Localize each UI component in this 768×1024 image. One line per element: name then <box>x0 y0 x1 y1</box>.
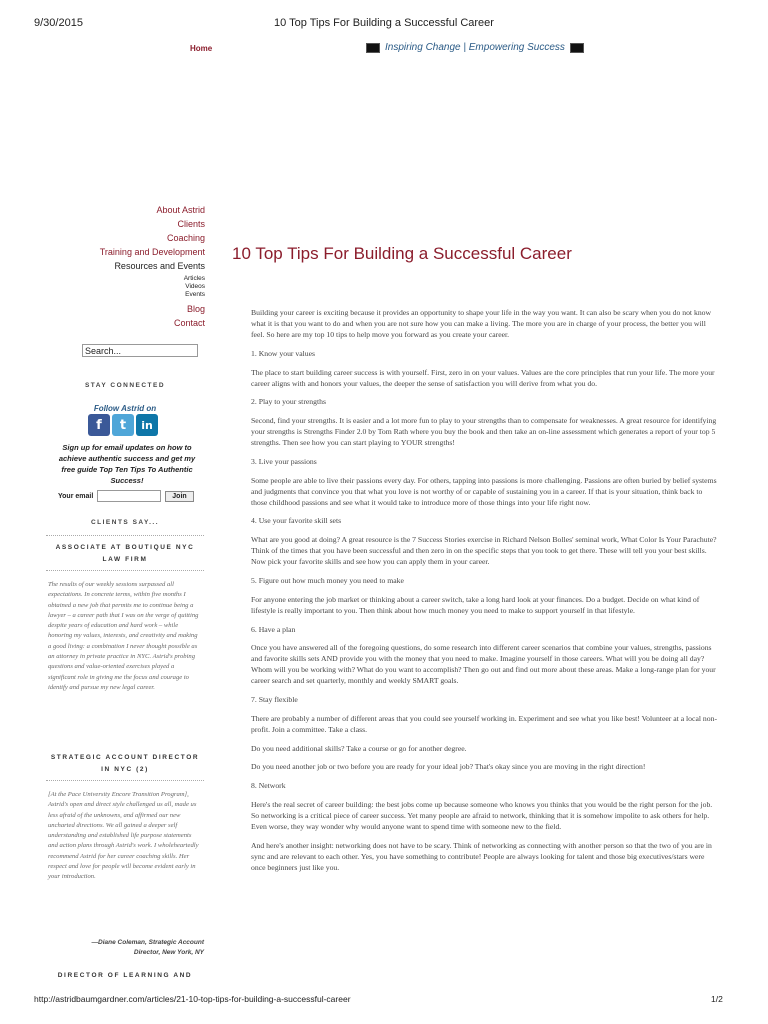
attribution-line: Director, New York, NY <box>133 949 204 956</box>
nav-sub-videos[interactable]: Videos <box>185 283 205 290</box>
article-paragraph: What are you good at doing? A great resource is the 7 Success Stories exercise in Richard Nelson Bolles' seminal work, What Color Is Your Parachute? Think of the times that you have been successful and then zero in on the specific steps that you took to get there. These will tell you your best skills. Now pick your favorite skills and see how you can apply them in your career. <box>251 535 717 567</box>
top-nav <box>0 42 768 58</box>
left-flag-icon <box>366 43 380 53</box>
article-paragraph: Do you need additional skills? Take a course or go for another degree. <box>251 743 467 753</box>
page-title: 10 Top Tips For Building a Successful Career <box>232 244 572 263</box>
join-button[interactable]: Join <box>165 491 193 502</box>
nav-coaching[interactable]: Coaching <box>166 233 205 243</box>
tip-heading: 2. Play to your strengths <box>251 397 326 407</box>
testimonial-heading: ASSOCIATE AT BOUTIQUE NYC LAW FIRM <box>55 544 195 563</box>
article-paragraph: And here's another insight: networking does not have to be scary. Think of networking as connecting with another person so that the two of you are in sync and are relevant to each other. Yes, you have something to contribute! People are always looking for talent and those big executives/stars were once beginners just like you. <box>251 840 712 872</box>
nav-sub-events[interactable]: Events <box>185 291 205 298</box>
nav-blog[interactable]: Blog <box>186 304 205 314</box>
article-paragraph: Building your career is exciting because it provides an opportunity to shape your life in the way you want. It can also be scary when you do not know what it is that you want to do and when you are not sure how you can make a living. The more you are in charge of your process, the better you will feel. So here are my top 10 tips to help move you forward as you create your career. <box>251 308 712 340</box>
nav-contact[interactable]: Contact <box>173 318 205 328</box>
divider <box>46 570 204 571</box>
article-paragraph: Once you have answered all of the foregoing questions, do some research into different career scenarios that combine your values, strengths, passions and favorite skills sets AND provide you with the money that you need to make. Imagine yourself in those careers. What will you be doing all day? Whom will you be working with? What do you want to accomplish? Then go out and find out more about these areas. Make a long-range plan for your career search and set quarterly, monthly and weekly SMART goals. <box>251 643 716 686</box>
tip-heading: 6. Have a plan <box>251 624 296 634</box>
testimonial-quote: [At the Pace University Encore Transition Program], Astrid's open and direct style challenged us all, made us less afraid of the unknowns, and affirmed our new uncharted directions. We all gained a deeper self understanding and established life purpose statements and action plans through Astrid's work. I wholeheartedly recommend Astrid for her career coaching skills. Her respect and love for people will become evident early in your introduction. <box>48 791 199 881</box>
tip-heading: 4. Use your favorite skill sets <box>251 516 342 526</box>
tip-heading: 8. Network <box>251 781 286 790</box>
article-paragraph: Some people are able to live their passions every day. For others, tapping into passions is more challenging. Passions are often buried by belief systems and judgments that convince you that what you love is not worthy of or capable of sustaining you in a career. If that is your situation, think back to those childhood passions and see what it would take to introduce more of those things into your life right now. <box>251 475 717 507</box>
tagline-text: Inspiring Change | Empowering Success <box>385 42 565 53</box>
nav-clients[interactable]: Clients <box>177 219 205 229</box>
linkedin-icon[interactable]: in <box>136 414 158 436</box>
home-link[interactable]: Home <box>190 44 213 53</box>
testimonial-heading: STRATEGIC ACCOUNT DIRECTOR IN NYC (2) <box>50 754 200 773</box>
print-header <box>0 0 768 28</box>
divider <box>46 780 204 781</box>
follow-label: Follow Astrid on <box>93 404 157 413</box>
tip-heading: 5. Figure out how much money you need to make <box>251 576 404 586</box>
testimonial-heading: DIRECTOR OF LEARNING AND <box>57 972 193 979</box>
article-body <box>251 307 717 880</box>
search-input[interactable] <box>82 344 198 357</box>
nav-about[interactable]: About Astrid <box>156 205 205 215</box>
article-paragraph: Do you need another job or two before you are ready for your ideal job? That's okay since you are moving in the right direction! <box>251 762 646 772</box>
nav-sub-articles[interactable]: Articles <box>183 275 205 282</box>
article-paragraph: There are probably a number of different areas that you could see yourself working in. Experiment and see what you like best! Volunteer at a local non-profit. Join a committee. Take a class. <box>251 713 718 734</box>
twitter-icon[interactable]: t <box>112 414 134 436</box>
tip-heading: 1. Know your values <box>251 348 316 358</box>
divider <box>46 535 204 536</box>
tip-heading: 7. Stay flexible <box>251 695 298 705</box>
article-paragraph: For anyone entering the job market or thinking about a career switch, take a long hard look at your finances. Do a budget. Decide on what kind of lifestyle is really important to you. Then think about how much money you need to make to support yourself in that lifestyle. <box>251 594 700 615</box>
sidebar-nav <box>0 205 205 332</box>
article-paragraph: The place to start building career success is with yourself. First, zero in on your values. Values are the core principles that run your life. The more your career aligns with and honors your values, the deeper the sense of satisfaction you will derive from what you do. <box>251 367 715 388</box>
print-url: http://astridbaumgardner.com/articles/21-10-top-tips-for-building-a-successful-career <box>34 994 351 1004</box>
social-links <box>88 414 158 436</box>
right-flag-icon <box>570 43 584 53</box>
tip-heading: 3. Live your passions <box>251 456 317 466</box>
print-date: 9/30/2015 <box>34 17 83 29</box>
email-signup-row <box>58 490 194 502</box>
email-field[interactable] <box>97 490 161 502</box>
article-paragraph: Second, find your strengths. It is easier and a lot more fun to play to your strengths than to compensate for weaknesses. A great resource for identifying your strengths is Strengths Finder 2.0 by Tom Rath where you buy the book and then take an on-line assessment which generates a report of your top 5 strengths. Then see how you can start playing to YOUR strengths! <box>251 416 717 448</box>
facebook-icon[interactable]: f <box>88 414 110 436</box>
page-number: 1/2 <box>711 994 723 1004</box>
nav-training[interactable]: Training and Development <box>99 247 205 257</box>
email-label: Your email <box>58 492 94 500</box>
article <box>232 243 718 265</box>
clients-say-heading: CLIENTS SAY... <box>90 519 160 526</box>
article-paragraph: Here's the real secret of career building: the best jobs come up because someone who knows you thinks that you would be the right person for the job. So networking is a critical piece of career success. Yet many people are afraid to network, thinking that it is somehow impolite to ask others for help. Even worse, they way wonder why would anyone want to spend time with someone new to the field. <box>251 799 713 831</box>
testimonial-attribution <box>48 938 204 958</box>
signup-text: Sign up for email updates on how to achieve authentic success and get my free guide Top Ten Tips To Authentic Success! <box>58 443 196 485</box>
stay-connected-heading: STAY CONNECTED <box>84 382 166 389</box>
testimonial-quote: The results of our weekly sessions surpassed all expectations. In concrete terms, within five months I obtained a new job that permits me to continue being a lawyer – a career path that I was on the verge of quitting despite years of education and hard work – while honoring my values, interests, and creativity and making a good living: a combination I never thought possible as an attorney in private practice in NYC. Astrid's probing questions and value-oriented exercises played a significant role in giving me the focus and courage to identify and pursue my new legal career. <box>48 581 199 691</box>
tagline <box>366 42 584 53</box>
print-title: 10 Top Tips For Building a Successful Career <box>274 17 494 29</box>
nav-resources[interactable]: Resources and Events <box>114 261 205 271</box>
attribution-line: —Diane Coleman, Strategic Account <box>91 939 204 946</box>
